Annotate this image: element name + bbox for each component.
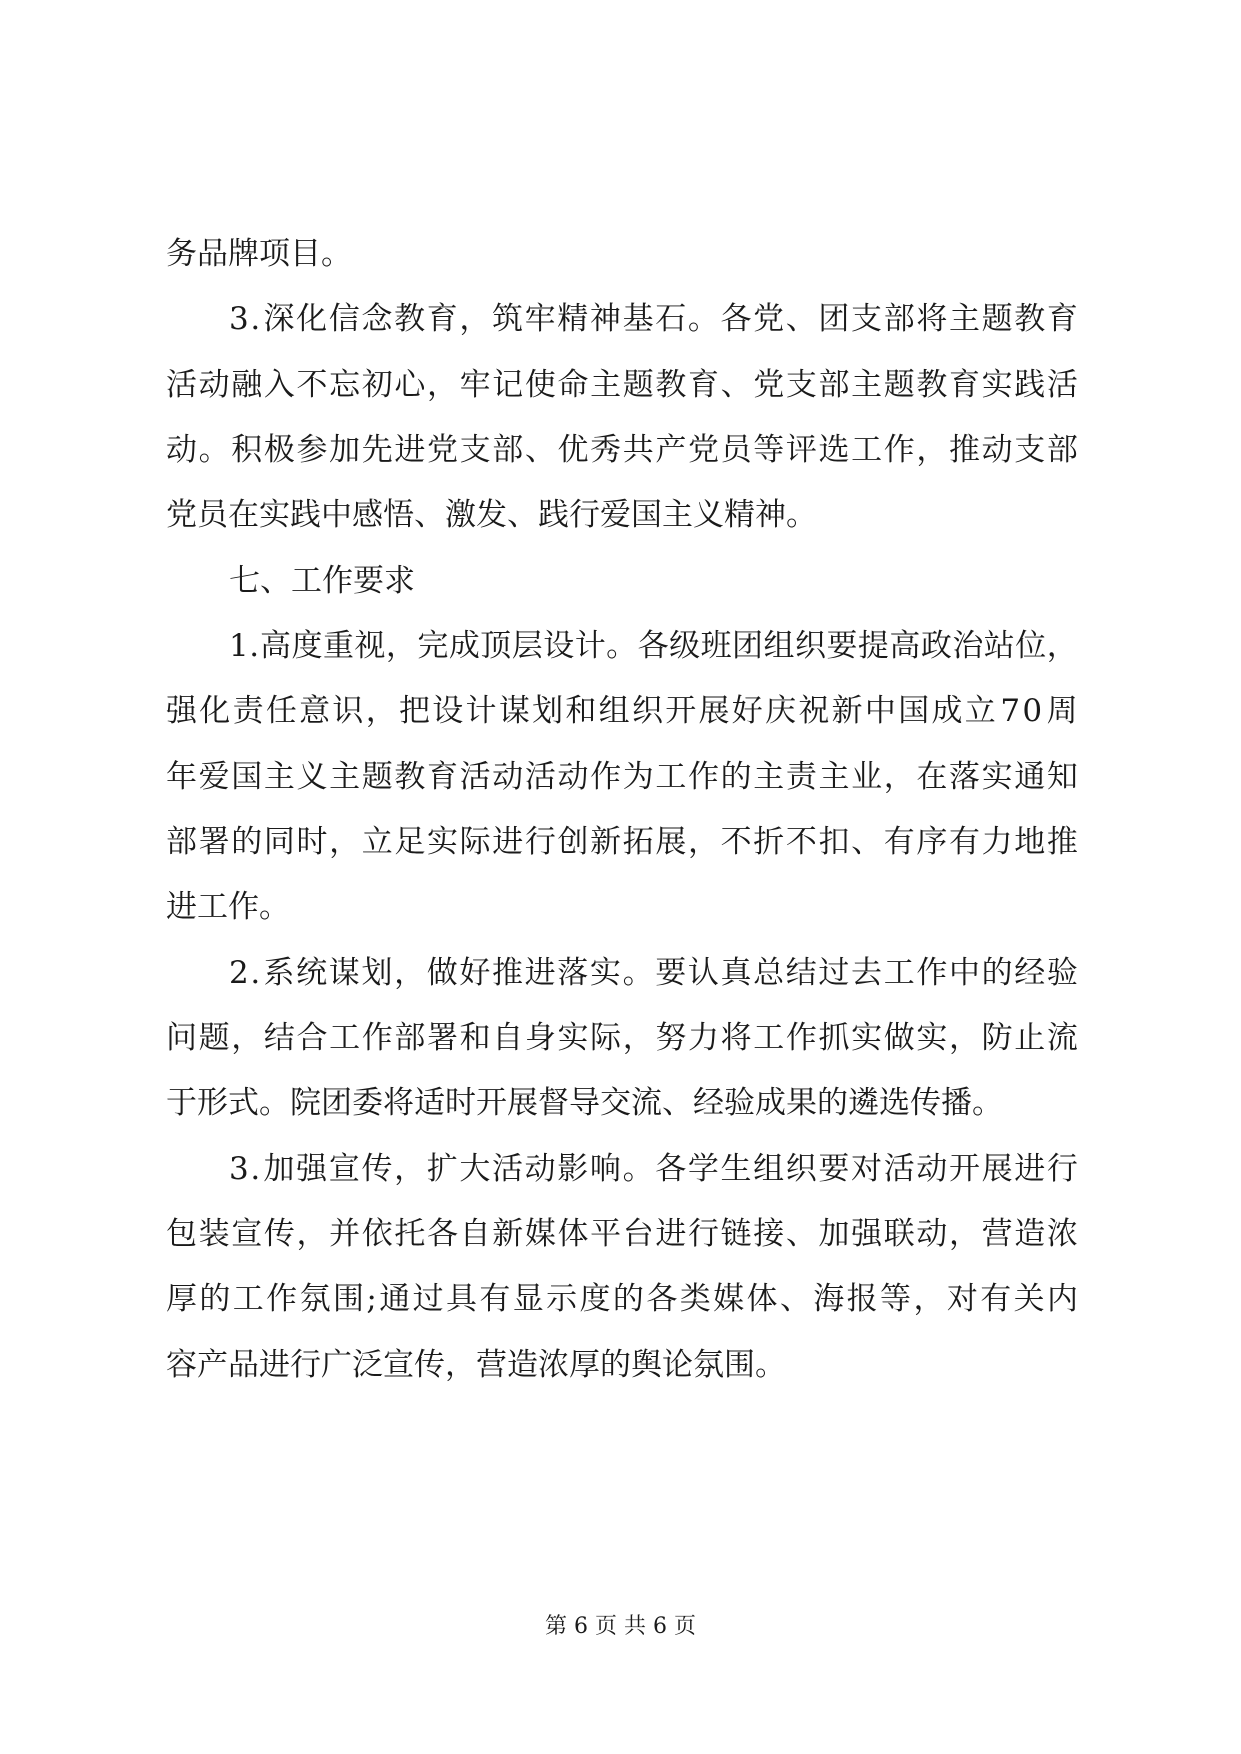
text-line: 于形式。院团委将适时开展督导交流、经验成果的遴选传播。 <box>166 1085 1003 1121</box>
text-line: 务品牌项目。 <box>166 236 352 272</box>
text-line: 容产品进行广泛宣传，营造浓厚的舆论氛围。 <box>166 1347 786 1383</box>
page-number: 第 6 页 共 6 页 <box>545 1614 696 1639</box>
text-line: 活 动 融 入 不 忘 初 心 ， 牢 记 使 命 主 题 教 育 、 党 支 部 主 题 教 育 实 践 活 <box>166 367 1078 403</box>
text-line: 党员在实践中感悟、激发、践行爱国主义精神。 <box>166 497 817 533</box>
text-line: 动 。 积 极 参 加 先 进 党 支 部 、 优 秀 共 产 党 员 等 评 选 工 作 ， 推 动 支 部 <box>166 432 1078 468</box>
text-line: 2 . 系 统 谋 划 ， 做 好 推 进 落 实 。 要 认 真 总 结 过 去 工 作 中 的 经 验 <box>229 955 1078 991</box>
text-line: 厚 的 工 作 氛 围 ; 通 过 具 有 显 示 度 的 各 类 媒 体 、 海 报 等 ， 对 有 关 内 <box>166 1281 1078 1317</box>
text-line: 年 爱 国 主 义 主 题 教 育 活 动 活 动 作 为 工 作 的 主 责 主 业 ， 在 落 实 通 知 <box>166 759 1078 795</box>
text-line: 1 . 高 度 重 视 ， 完 成 顶 层 设 计 。 各 级 班 团 组 织 要 提 高 政 治 站 位 ， <box>229 628 1078 664</box>
section-heading: 七、工作要求 <box>229 563 415 599</box>
text-line: 进工作。 <box>166 889 290 925</box>
text-line: 3 . 加 强 宣 传 ， 扩 大 活 动 影 响 。 各 学 生 组 织 要 对 活 动 开 展 进 行 <box>229 1151 1078 1187</box>
text-line: 强 化 责 任 意 识 ， 把 设 计 谋 划 和 组 织 开 展 好 庆 祝 新 中 国 成 立 7 0 周 <box>166 693 1078 729</box>
text-line: 3 . 深 化 信 念 教 育 ， 筑 牢 精 神 基 石 。 各 党 、 团 支 部 将 主 题 教 育 <box>229 301 1078 337</box>
text-line: 包 装 宣 传 ， 并 依 托 各 自 新 媒 体 平 台 进 行 链 接 、 加 强 联 动 ， 营 造 浓 <box>166 1216 1078 1252</box>
text-line: 部 署 的 同 时 ， 立 足 实 际 进 行 创 新 拓 展 ， 不 折 不 扣 、 有 序 有 力 地 推 <box>166 824 1078 860</box>
text-line: 问 题 ， 结 合 工 作 部 署 和 自 身 实 际 ， 努 力 将 工 作 抓 实 做 实 ， 防 止 流 <box>166 1020 1078 1056</box>
